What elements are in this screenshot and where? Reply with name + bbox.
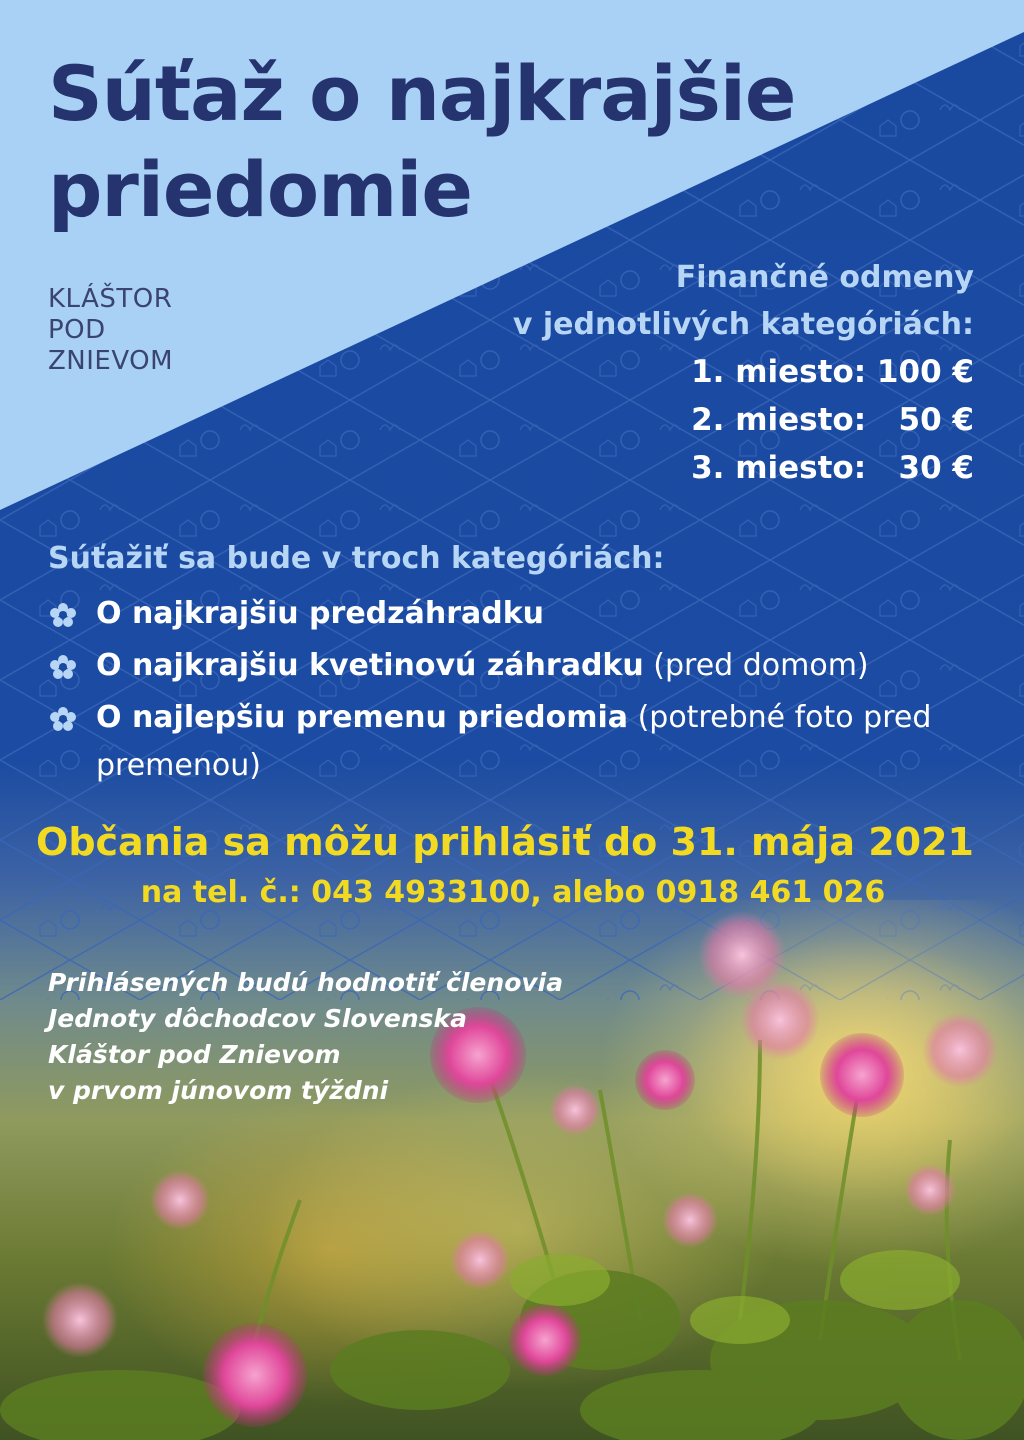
- category-label: O najlepšiu premenu priedomia: [96, 700, 629, 735]
- title-line-2: priedomie: [48, 145, 472, 234]
- categories-heading: Súťažiť sa bude v troch kategóriách:: [48, 541, 665, 576]
- prize-first-place: 1. miesto: 100 €: [691, 354, 974, 390]
- municipality-logo: [48, 284, 248, 377]
- prize-section: [354, 254, 974, 492]
- title-line-1: Súťaž o najkrajšie: [48, 49, 796, 138]
- prize-heading-line-1: Finančné odmeny: [675, 260, 974, 295]
- prize-second-place: 2. miesto: 50 €: [691, 402, 974, 438]
- category-label: O najkrajšiu predzáhradku: [96, 596, 545, 631]
- flower-bullet-icon: [48, 706, 78, 732]
- category-item-porch-makeover: [48, 694, 988, 790]
- flower-bullet-icon: [48, 654, 78, 680]
- evaluation-line-4: v prvom júnovom týždni: [48, 1076, 389, 1105]
- category-note: (potrebné foto pred premenou): [96, 700, 932, 783]
- evaluation-line-2: Jednoty dôchodcov Slovenska: [48, 1004, 468, 1033]
- logo-line-1: KLÁŠTOR: [48, 284, 173, 314]
- category-label: O najkrajšiu kvetinovú záhradku: [96, 648, 644, 683]
- page-title: [48, 46, 948, 238]
- logo-line-3: ZNIEVOM: [48, 346, 174, 376]
- flower-bullet-icon: [48, 602, 78, 628]
- evaluation-line-1: Prihlásených budú hodnotiť členovia: [48, 968, 564, 997]
- registration-deadline: Občania sa môžu prihlásiť do 31. mája 2021: [36, 820, 974, 864]
- category-note: (pred domom): [643, 648, 869, 683]
- registration-phone: na tel. č.: 043 4933100, alebo 0918 461 026: [140, 875, 886, 910]
- evaluation-line-3: Kláštor pod Znievom: [48, 1040, 341, 1069]
- category-item-flower-garden: [48, 642, 988, 690]
- category-item-front-garden: [48, 590, 988, 638]
- prize-heading-line-2: v jednotlivých kategóriách:: [512, 307, 974, 342]
- logo-line-2: POD: [48, 315, 106, 345]
- evaluation-note: [48, 965, 608, 1109]
- prize-third-place: 3. miesto: 30 €: [691, 450, 974, 486]
- category-list: [48, 590, 988, 794]
